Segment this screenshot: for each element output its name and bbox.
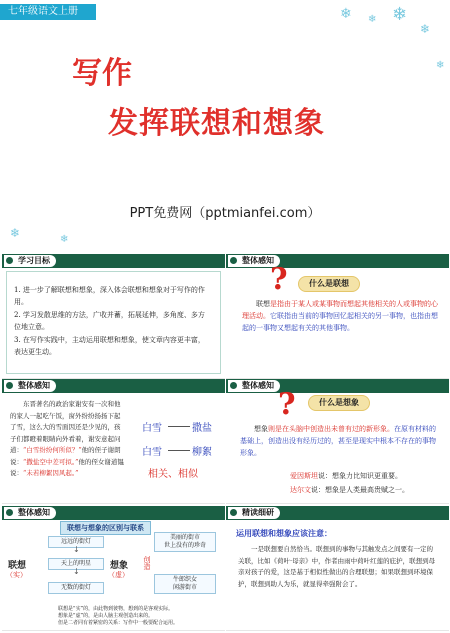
imagination-label: 想象 bbox=[110, 561, 129, 571]
story-part: 他的侄女谢道韫说： bbox=[10, 457, 124, 477]
header-label: 学习目标 bbox=[18, 256, 50, 265]
cover-subtitle: 发挥联想和想象 bbox=[108, 106, 325, 141]
goal-list bbox=[14, 284, 210, 359]
relation-label: 相关、相似 bbox=[148, 469, 198, 480]
definition-text bbox=[240, 423, 438, 459]
pair-right: 撒盐 bbox=[192, 423, 212, 434]
imagination-sub: （虚） bbox=[108, 571, 129, 579]
pair-left: 白雪 bbox=[142, 447, 162, 458]
quote: “白雪纷纷何所似？” bbox=[23, 446, 82, 454]
diagram-box: 牛郎织女 闲游街市 bbox=[154, 574, 216, 594]
term: 联想 bbox=[256, 300, 270, 308]
slide-difference-diagram bbox=[2, 506, 225, 631]
question-mark-icon: ? bbox=[270, 262, 288, 297]
association-label: 联想 bbox=[8, 561, 27, 571]
cover-slide bbox=[0, 0, 450, 253]
header-label: 整体感知 bbox=[18, 508, 50, 517]
diagram-title: 联想与想象的区别与联系 bbox=[60, 521, 151, 535]
header-label: 整体感知 bbox=[18, 381, 50, 390]
diagram-box: 天上的明星 bbox=[48, 558, 104, 570]
quote: “未若柳絮因风起。” bbox=[23, 469, 79, 477]
snowflake-icon: ❄ bbox=[60, 234, 69, 245]
cover-title: 写作 bbox=[72, 56, 132, 91]
quote: “撒盐空中差可拟。” bbox=[23, 457, 79, 466]
snowflake-icon: ❄ bbox=[368, 14, 377, 25]
diagram-box: 无数的街灯 bbox=[48, 582, 104, 594]
grade-tag: 七年级语文上册 bbox=[0, 4, 96, 20]
cover-footer: PPT免费网（pptmianfei.com） bbox=[129, 206, 321, 221]
slide-snow-story bbox=[2, 379, 225, 504]
story-part: 他的侄子谢朗说： bbox=[10, 446, 121, 466]
pair-left: 白雪 bbox=[142, 423, 162, 434]
story-text bbox=[10, 399, 126, 480]
header-label: 整体感知 bbox=[242, 381, 274, 390]
question-mark-icon: ? bbox=[278, 387, 296, 422]
header-label: 精读细研 bbox=[242, 508, 274, 517]
snowflake-icon: ❄ bbox=[340, 6, 352, 22]
definition-blue: 在原有材料的基础上，创造出没有经历过的，甚至是现实中根本不存在的事物形象。 bbox=[240, 425, 436, 457]
slide-what-is-association bbox=[226, 254, 449, 379]
definition-blue: 它联指由当前的事物回忆起相关的另一事物，也指由想起的一事物又想起有关的其他事物。 bbox=[242, 312, 438, 332]
header-label: 整体感知 bbox=[242, 256, 274, 265]
body-text: 一是联想要自然恰当。联想到的事物与其触发点之间要有一定的关联，比如《荷叶·母亲》中，作者由雨中荷叶红莲的庇护，联想到母亲对孩子的爱，这是基于相似性做出的合理联想；如果联想到环境保护，联想到助人为乐，就显得牵强附会了。 bbox=[238, 545, 436, 588]
snowflake-icon: ❄ bbox=[436, 60, 445, 71]
list-item: 2. 学习发散思维的方法，广收并蓄，拓展延伸，多角度、多方位地立意。 bbox=[14, 311, 205, 331]
list-item: 3. 在写作实践中，主动运用联想和想象，使文章内容更丰富，表达更生动。 bbox=[14, 336, 205, 356]
diagram-box: 美丽的街市 世上没有的珍奇 bbox=[154, 532, 216, 552]
bullet-icon bbox=[230, 509, 237, 516]
snowflake-icon: ❄ bbox=[420, 22, 431, 36]
definition-red: 是指由于某人或某事物而想起其他相关的人或事物的心理活动。 bbox=[242, 300, 438, 320]
bullet-icon bbox=[6, 257, 13, 264]
section-pill: 什么是想象 bbox=[308, 395, 370, 411]
quote-line bbox=[290, 471, 402, 481]
slide-learning-goals bbox=[2, 254, 225, 379]
snowflake-icon: ❄ bbox=[10, 226, 21, 240]
slide-what-is-imagination bbox=[226, 379, 449, 504]
story-part: 东晋著名的政治家谢安有一次和他的家人一起吃午饭，窗外纷纷扬扬下起了雪，这么大的雪面因还是少见的，孩子们都瞪着眼睛向外看着，谢安意起问道： bbox=[10, 400, 121, 454]
bullet-icon bbox=[230, 257, 237, 264]
list-item: 1. 进一步了解联想和想象，深入体会联想和想象对于写作的作用。 bbox=[14, 286, 205, 306]
arrow-down-icon: ↓ bbox=[73, 545, 80, 554]
connector-line bbox=[168, 450, 190, 451]
diagram-note bbox=[58, 606, 218, 627]
connector-line bbox=[168, 426, 190, 427]
note-line: 联想是“实”的，由此物到彼物，想到的是客观实际。 bbox=[58, 606, 174, 612]
quote-text: 说：想象是人类最高贵赋之一。 bbox=[311, 486, 409, 494]
note-line: 但是二者同有着紧密的关系：写作中一般要配合运用。 bbox=[58, 620, 179, 626]
diagram-box: 远远的街灯 bbox=[48, 536, 104, 548]
snowflake-icon: ❄ bbox=[392, 4, 408, 25]
association-sub: （实） bbox=[6, 571, 27, 579]
quote-text: 说：想象力比知识更重要。 bbox=[318, 472, 402, 480]
arrow-down-icon: ↓ bbox=[73, 567, 80, 576]
bullet-icon bbox=[230, 382, 237, 389]
bullet-icon bbox=[6, 509, 13, 516]
section-heading: 运用联想和想象应该注意： bbox=[236, 529, 332, 538]
term: 想象 bbox=[254, 425, 268, 433]
note-line: 想象是“虚”的，是由人脑主观创造出来的。 bbox=[58, 613, 154, 619]
definition-text bbox=[242, 298, 438, 334]
section-pill: 什么是联想 bbox=[298, 276, 360, 292]
slide-close-reading bbox=[226, 506, 449, 631]
pair-right: 柳絮 bbox=[192, 447, 212, 458]
definition-red: 则是在头脑中创造出未曾有过的新形象。 bbox=[268, 425, 394, 433]
create-label: 创造 bbox=[143, 556, 151, 570]
person-name: 爱因斯坦 bbox=[290, 472, 318, 480]
person-name: 达尔文 bbox=[290, 486, 311, 494]
quote-line bbox=[290, 485, 409, 495]
bullet-icon bbox=[6, 382, 13, 389]
